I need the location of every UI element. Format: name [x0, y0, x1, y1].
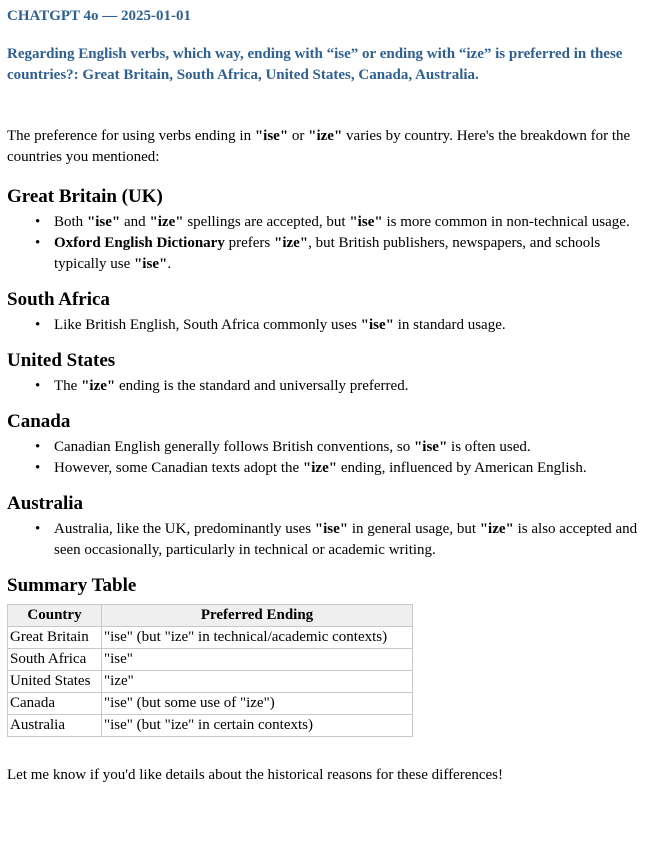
- answer-intro: The preference for using verbs ending in "ise" or "ize" varies by country. Here's the breakdown for the countries you mentioned:: [7, 128, 631, 165]
- section-united-states: [7, 350, 648, 397]
- cell-preferred-ending: "ise": [102, 649, 413, 671]
- bold-term: "ise": [133, 256, 168, 272]
- cell-preferred-ending: "ize": [102, 671, 413, 693]
- summary-section: [7, 575, 648, 737]
- bullet-list: [7, 212, 648, 275]
- cell-country: Canada: [8, 693, 102, 715]
- bullet-list: [7, 519, 648, 561]
- bold-term: "ise": [413, 439, 448, 455]
- list-item: • Oxford English Dictionary prefers "ize", but British publishers, newspapers, and schools typically use "ise".: [54, 233, 648, 275]
- cell-country: South Africa: [8, 649, 102, 671]
- table-row: [8, 693, 413, 715]
- cell-preferred-ending: "ise" (but "ize" in technical/academic contexts): [102, 627, 413, 649]
- bold-term: "ize": [81, 378, 116, 394]
- cell-preferred-ending: "ise" (but some use of "ize"): [102, 693, 413, 715]
- bold-term: "ize": [308, 128, 343, 144]
- bullet-list: [7, 376, 648, 397]
- section-heading: Great Britain (UK): [7, 186, 163, 207]
- cell-country: Australia: [8, 715, 102, 737]
- bullet-list: [7, 437, 648, 479]
- table-row: [8, 671, 413, 693]
- model-date-header: CHATGPT 4o — 2025-01-01: [7, 8, 192, 24]
- list-item: • The "ize" ending is the standard and universally preferred.: [54, 376, 648, 397]
- section-heading: South Africa: [7, 289, 110, 310]
- section-south-africa: [7, 289, 648, 336]
- bold-term: "ize": [479, 521, 514, 537]
- section-heading: United States: [7, 350, 116, 371]
- cell-country: United States: [8, 671, 102, 693]
- section-heading: Australia: [7, 493, 83, 514]
- list-item: • Canadian English generally follows British conventions, so "ise" is often used.: [54, 437, 648, 458]
- table-row: [8, 649, 413, 671]
- table-header-row: [8, 605, 413, 627]
- table-row: [8, 627, 413, 649]
- list-item: • Like British English, South Africa commonly uses "ise" in standard usage.: [54, 315, 648, 336]
- list-item: • Both "ise" and "ize" spellings are accepted, but "ise" is more common in non-technical usage.: [54, 212, 648, 233]
- bold-term: "ise": [314, 521, 349, 537]
- table-body: [8, 627, 413, 737]
- section-heading: Canada: [7, 411, 71, 432]
- answer-outro: Let me know if you'd like details about the historical reasons for these differences!: [7, 767, 504, 783]
- bold-term: "ize": [302, 460, 338, 476]
- bold-term: "ize": [274, 235, 309, 251]
- bold-term: "ise": [349, 214, 383, 230]
- section-great-britain-uk: [7, 186, 648, 275]
- user-question: Regarding English verbs, which way, ending with “ise” or ending with “ize” is preferred in these countries?: Great Britain, South Africa, United States, Canada, Australia.: [7, 46, 623, 83]
- bold-term: "ise": [360, 317, 394, 333]
- answer-sections: [7, 186, 648, 561]
- bold-term: Oxford English Dictionary: [54, 235, 225, 251]
- bold-term: "ise": [86, 214, 121, 230]
- list-item: • Australia, like the UK, predominantly uses "ise" in general usage, but "ize" is also accepted and seen occasionally, particularly in technical or academic writing.: [54, 519, 648, 561]
- column-header-preferred-ending: Preferred Ending: [102, 605, 413, 627]
- bullet-list: [7, 315, 648, 336]
- section-australia: [7, 493, 648, 561]
- cell-preferred-ending: "ise" (but "ize" in certain contexts): [102, 715, 413, 737]
- list-item: • However, some Canadian texts adopt the "ize" ending, influenced by American English.: [54, 458, 648, 479]
- summary-table: [7, 604, 413, 737]
- table-row: [8, 715, 413, 737]
- cell-country: Great Britain: [8, 627, 102, 649]
- bold-term: "ise": [254, 128, 289, 144]
- summary-heading: Summary Table: [7, 575, 137, 596]
- chat-document: [0, 7, 652, 786]
- column-header-country: Country: [8, 605, 102, 627]
- section-canada: [7, 411, 648, 479]
- bold-term: "ize": [149, 214, 184, 230]
